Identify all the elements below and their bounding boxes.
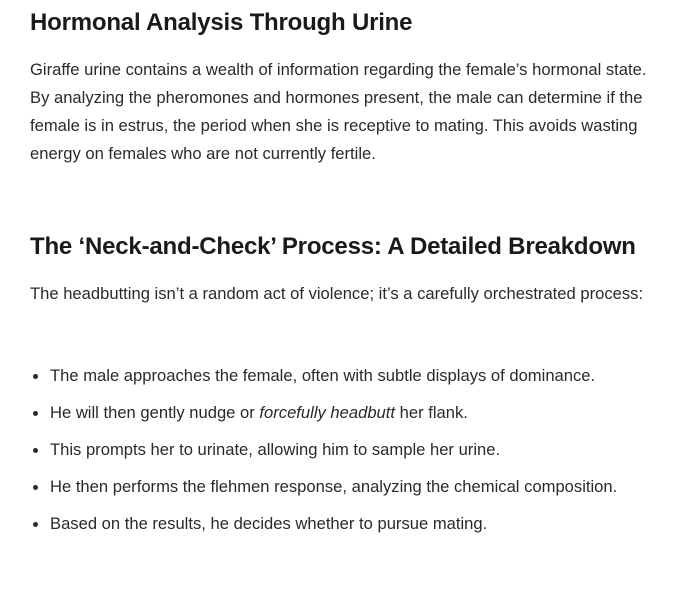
bullet-dot-icon bbox=[33, 485, 38, 490]
list-item bbox=[30, 399, 660, 427]
list-item bbox=[30, 436, 660, 464]
section-heading-neck-and-check: The ‘Neck-and-Check’ Process: A Detailed Breakdown bbox=[30, 233, 636, 260]
section-paragraph-neck-and-check: The headbutting isn’t a random act of violence; it’s a carefully orchestrated process: bbox=[30, 284, 644, 303]
list-item-text-before: He will then gently nudge or bbox=[50, 403, 260, 422]
section-heading-hormonal-analysis: Hormonal Analysis Through Urine bbox=[30, 9, 413, 36]
bullet-dot-icon bbox=[33, 522, 38, 527]
bullet-dot-icon bbox=[33, 374, 38, 379]
list-item-emphasis: forcefully headbutt bbox=[259, 403, 396, 422]
list-item-text: Based on the results, he decides whether to pursue mating. bbox=[50, 514, 488, 533]
process-list bbox=[30, 362, 660, 547]
list-item-text: He then performs the flehmen response, analyzing the chemical composition. bbox=[50, 477, 618, 496]
bullet-dot-icon bbox=[33, 448, 38, 453]
list-item-text-after: her flank. bbox=[395, 403, 468, 422]
list-item bbox=[30, 473, 660, 501]
section-paragraph-hormonal-analysis: Giraffe urine contains a wealth of information regarding the female’s hormonal state. By analyzing the pheromones and hormones present, the male can determine if the female is in estrus, the period when she is receptive to mating. This avoids wasting energy on females who are not currently fertile. bbox=[30, 60, 647, 163]
list-item bbox=[30, 362, 660, 390]
bullet-dot-icon bbox=[33, 411, 38, 416]
list-item-text: The male approaches the female, often with subtle displays of dominance. bbox=[50, 366, 596, 385]
list-item bbox=[30, 510, 660, 538]
list-item-text: This prompts her to urinate, allowing him to sample her urine. bbox=[50, 440, 501, 459]
